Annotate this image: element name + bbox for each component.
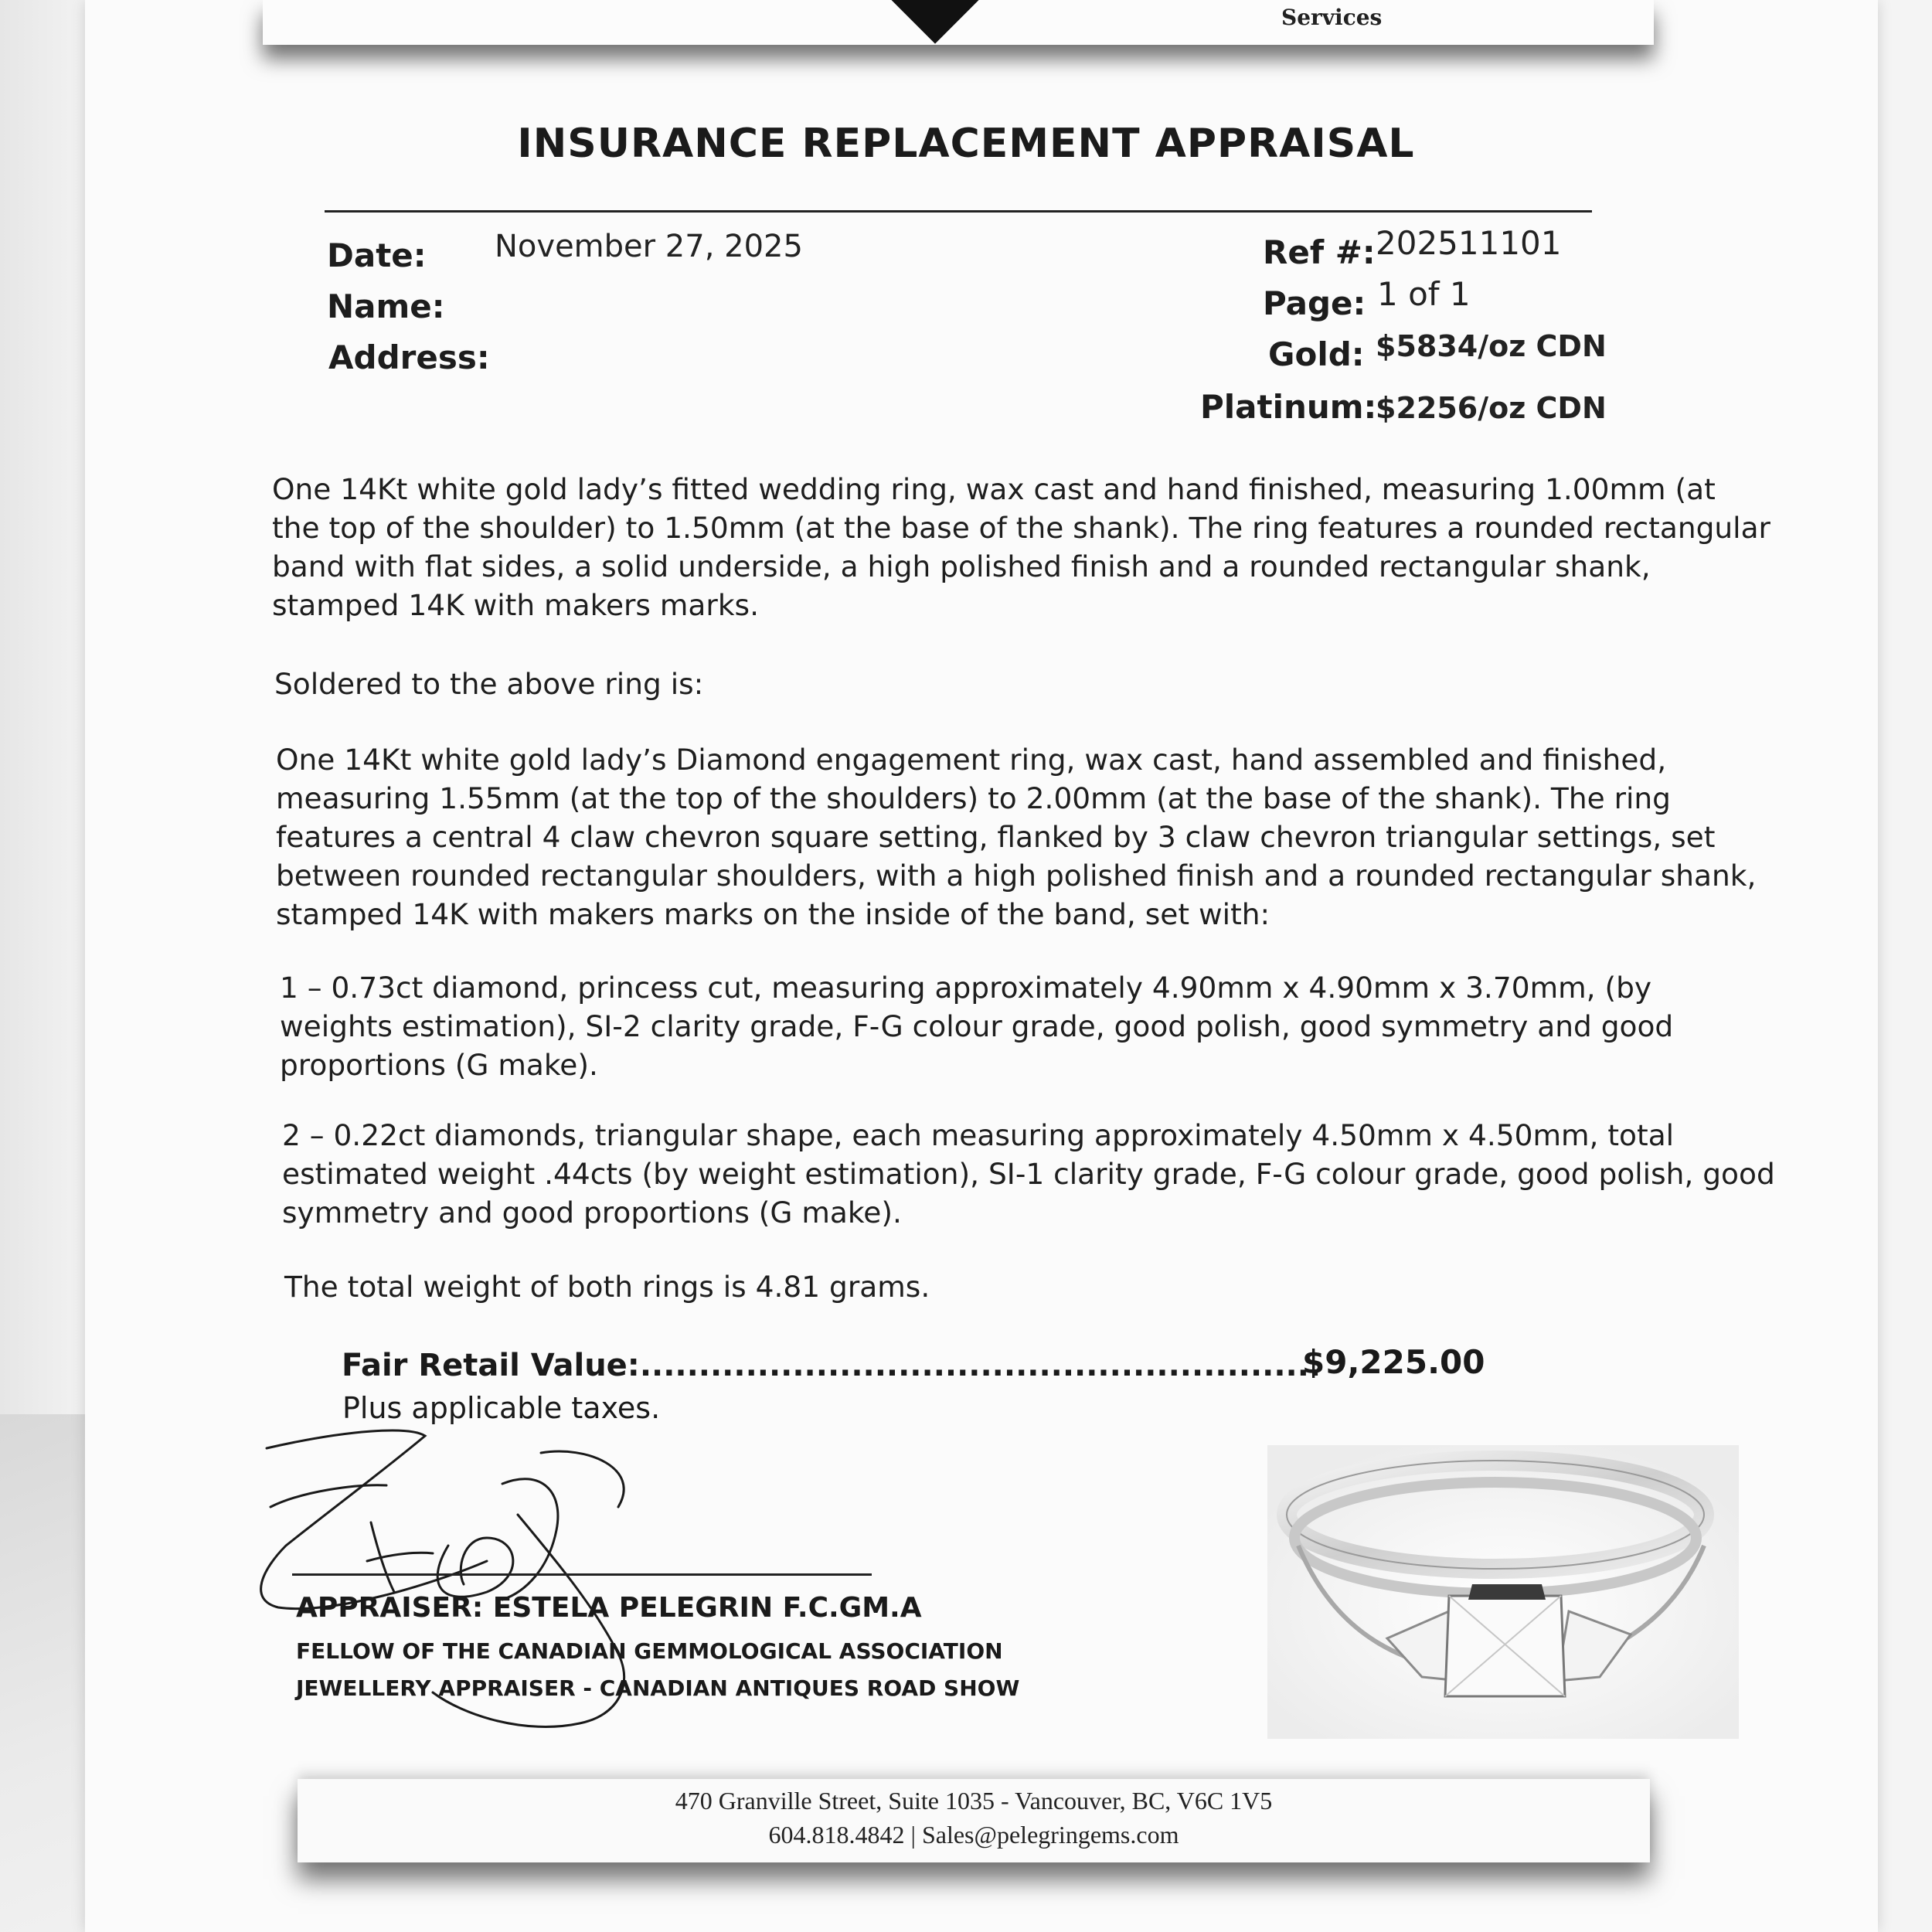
text-line: One 14Kt white gold lady’s fitted wedding ring, wax cast and hand finished, measuring 1.00mm (at	[272, 472, 1716, 506]
text-line: features a central 4 claw chevron square setting, flanked by 3 claw chevron triangular settings, set	[276, 820, 1716, 854]
engagement-ring-description	[276, 740, 1756, 934]
footer-contact: 604.818.4842 | Sales@pelegringems.com	[768, 1821, 1179, 1849]
taxes-note: Plus applicable taxes.	[342, 1391, 661, 1425]
center-diamond-description	[280, 968, 1673, 1084]
text-line: 1 – 0.73ct diamond, princess cut, measuring approximately 4.90mm x 4.90mm x 3.70mm, (by	[280, 971, 1652, 1005]
text-line: between rounded rectangular shoulders, with a high polished finish and a rounded rectangular shank,	[276, 859, 1757, 893]
appraiser-name: APPRAISER: ESTELA PELEGRIN F.C.GM.A	[296, 1592, 922, 1624]
text-line: the top of the shoulder) to 1.50mm (at the base of the shank). The ring features a rounded rectangular	[272, 511, 1770, 545]
text-line: stamped 14K with makers marks on the inside of the band, set with:	[276, 897, 1270, 931]
wedding-ring-description	[272, 470, 1770, 624]
name-label: Name:	[327, 287, 445, 325]
letterhead-services-text: Services	[1281, 5, 1383, 30]
title-rule	[325, 210, 1592, 213]
text-line: stamped 14K with makers marks.	[272, 588, 759, 622]
date-label: Date:	[327, 236, 427, 274]
fair-retail-value-amount: $9,225.00	[1302, 1343, 1485, 1381]
gold-price: $5834/oz CDN	[1376, 329, 1607, 363]
date-value: November 27, 2025	[495, 229, 803, 264]
letterhead-footer	[298, 1779, 1650, 1862]
soldered-note: Soldered to the above ring is:	[274, 667, 704, 701]
platinum-price: $2256/oz CDN	[1376, 391, 1607, 425]
ref-label: Ref #:	[1263, 233, 1376, 271]
text-line: proportions (G make).	[280, 1048, 598, 1082]
company-logo-mark	[891, 0, 978, 44]
ring-photo	[1267, 1445, 1739, 1739]
text-line: weights estimation), SI-2 clarity grade, F-G colour grade, good polish, good symmetry and good	[280, 1009, 1674, 1043]
fair-retail-value-label: Fair Retail Value:	[342, 1348, 640, 1383]
page-value: 1 of 1	[1377, 275, 1471, 313]
platinum-label: Platinum:	[1200, 388, 1377, 426]
text-line: measuring 1.55mm (at the top of the shoulders) to 2.00mm (at the base of the shank). The ring	[276, 781, 1671, 815]
text-line: symmetry and good proportions (G make).	[282, 1196, 902, 1230]
letterhead-band	[263, 0, 1654, 45]
text-line: estimated weight .44cts (by weight estimation), SI-1 clarity grade, F-G colour grade, good polish, good	[282, 1157, 1775, 1191]
ref-value: 202511101	[1376, 224, 1562, 262]
text-line: One 14Kt white gold lady’s Diamond engagement ring, wax cast, hand assembled and finished,	[276, 743, 1667, 777]
appraiser-credential-2: JEWELLERY APPRAISER - CANADIAN ANTIQUES ROAD SHOW	[296, 1675, 1020, 1701]
text-line: band with flat sides, a solid underside, a high polished finish and a rounded rectangular shank,	[272, 549, 1651, 583]
document-title: INSURANCE REPLACEMENT APPRAISAL	[517, 121, 1415, 167]
page-label: Page:	[1263, 284, 1366, 322]
signature-line	[292, 1573, 872, 1576]
total-weight-note: The total weight of both rings is 4.81 grams.	[284, 1270, 930, 1304]
appraiser-credential-1: FELLOW OF THE CANADIAN GEMMOLOGICAL ASSOCIATION	[296, 1638, 1003, 1664]
footer-address: 470 Granville Street, Suite 1035 - Vancouver, BC, V6C 1V5	[675, 1787, 1273, 1815]
address-label: Address:	[328, 338, 490, 376]
text-line: 2 – 0.22ct diamonds, triangular shape, each measuring approximately 4.50mm x 4.50mm, total	[282, 1118, 1675, 1152]
side-diamonds-description	[282, 1116, 1775, 1232]
gold-label: Gold:	[1268, 335, 1365, 373]
leader-dots: ..........................................................	[639, 1348, 1321, 1383]
